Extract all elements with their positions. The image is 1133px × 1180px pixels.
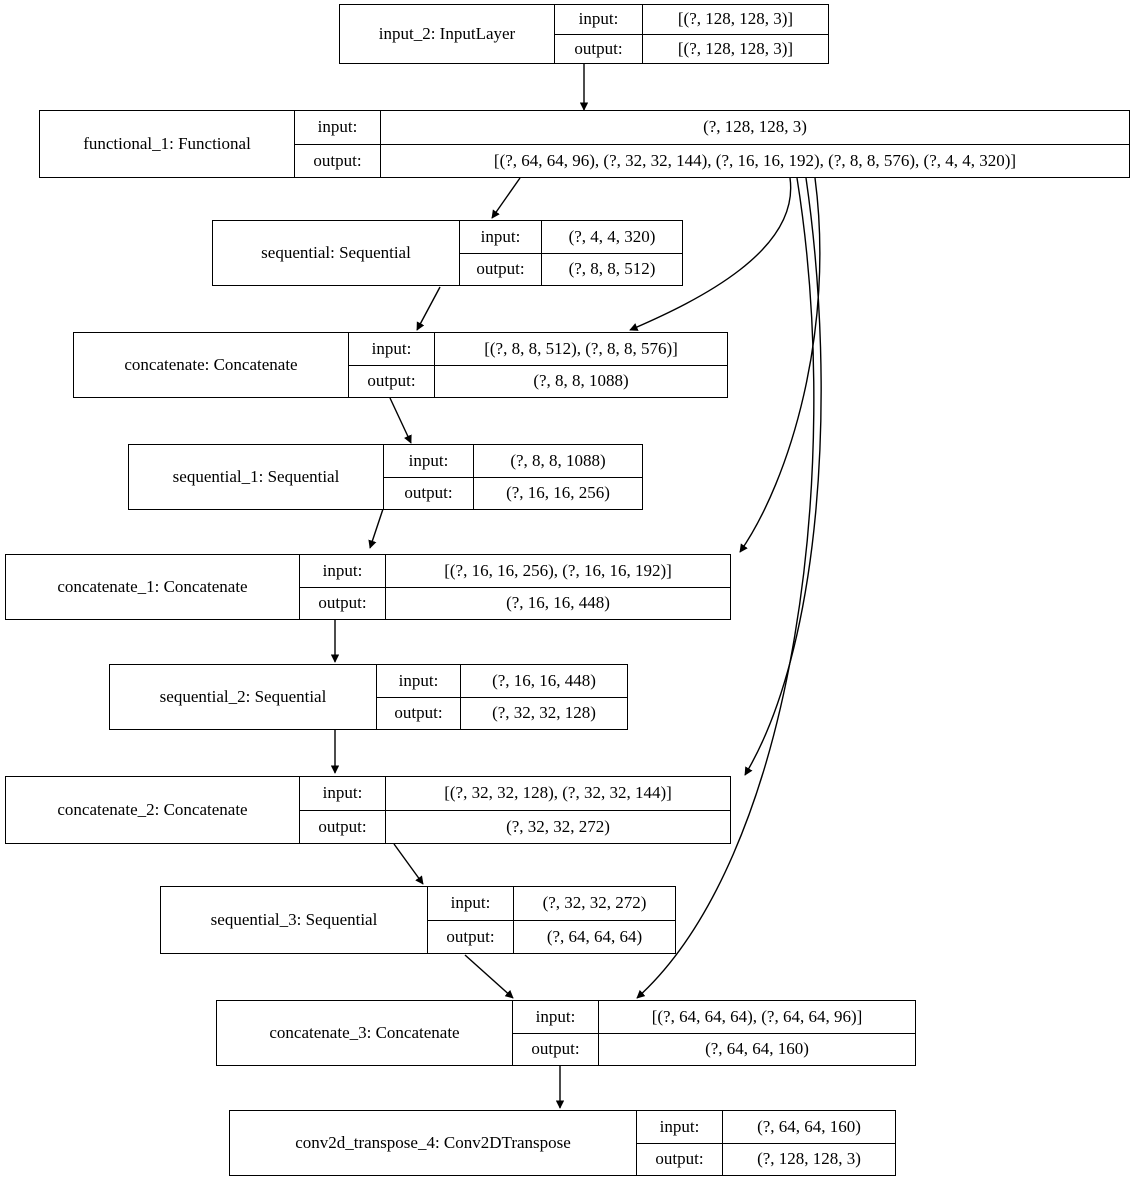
- node-output-label: output:: [513, 1034, 599, 1066]
- node-input-shape: [(?, 8, 8, 512), (?, 8, 8, 576)]: [484, 338, 678, 358]
- graph-node-functional_1[interactable]: [39, 110, 1130, 178]
- node-io: [299, 555, 730, 619]
- graph-node-concatenate_3[interactable]: [216, 1000, 916, 1066]
- node-io: [512, 1001, 915, 1065]
- node-label: conv2d_transpose_4: Conv2DTranspose: [295, 1133, 571, 1152]
- node-io: [427, 887, 675, 953]
- node-input-shape: (?, 16, 16, 448): [492, 670, 596, 690]
- node-label: input_2: InputLayer: [378, 24, 516, 43]
- node-output-label: output:: [555, 35, 643, 64]
- node-input-shape: (?, 64, 64, 160): [757, 1116, 861, 1136]
- node-input-label: input:: [555, 5, 643, 34]
- node-input-shape: (?, 32, 32, 272): [542, 893, 647, 913]
- node-io: [376, 665, 627, 729]
- node-io: [636, 1111, 895, 1175]
- node-input-label: input:: [384, 445, 474, 477]
- node-input-shape: [(?, 16, 16, 256), (?, 16, 16, 192)]: [444, 560, 672, 580]
- graph-node-sequential_1[interactable]: [128, 444, 643, 510]
- node-io: [383, 445, 642, 509]
- node-label: concatenate_2: Concatenate: [57, 800, 248, 819]
- node-output-label: output:: [300, 588, 386, 620]
- node-input-label: input:: [460, 221, 542, 253]
- graph-node-concatenate[interactable]: [73, 332, 728, 398]
- node-output-label: output:: [384, 478, 474, 510]
- node-input-label: input:: [300, 777, 386, 810]
- node-output-shape: (?, 16, 16, 448): [506, 593, 610, 613]
- node-io: [294, 111, 1129, 177]
- node-input-label: input:: [428, 887, 514, 920]
- graph-node-conv2d_transpose_4[interactable]: [229, 1110, 896, 1176]
- node-input-label: input:: [295, 111, 381, 144]
- node-output-label: output:: [460, 254, 542, 286]
- node-output-shape: (?, 128, 128, 3): [757, 1149, 861, 1169]
- node-label: concatenate_1: Concatenate: [57, 577, 248, 596]
- node-io: [459, 221, 682, 285]
- node-label: functional_1: Functional: [83, 134, 251, 153]
- node-input-shape: [(?, 32, 32, 128), (?, 32, 32, 144)]: [444, 783, 672, 803]
- node-input-label: input:: [349, 333, 435, 365]
- node-input-shape: [(?, 64, 64, 64), (?, 64, 64, 96)]: [651, 1006, 863, 1026]
- node-io: [348, 333, 727, 397]
- node-output-shape: (?, 64, 64, 160): [705, 1039, 809, 1059]
- node-output-shape: (?, 64, 64, 64): [546, 926, 643, 946]
- node-io: [554, 5, 828, 63]
- graph-node-concatenate_1[interactable]: [5, 554, 731, 620]
- graph-node-concatenate_2[interactable]: [5, 776, 731, 844]
- node-label: sequential_1: Sequential: [172, 467, 340, 486]
- node-io: [299, 777, 730, 843]
- node-output-shape: (?, 8, 8, 1088): [533, 371, 629, 391]
- node-input-shape: [(?, 128, 128, 3)]: [677, 9, 794, 29]
- graph-node-input_2[interactable]: [339, 4, 829, 64]
- node-output-label: output:: [637, 1144, 723, 1176]
- node-output-shape: (?, 8, 8, 512): [568, 259, 656, 279]
- node-label: sequential: Sequential: [261, 243, 411, 262]
- graph-node-sequential[interactable]: [212, 220, 683, 286]
- node-output-label: output:: [295, 145, 381, 178]
- node-output-shape: [(?, 64, 64, 96), (?, 32, 32, 144), (?, 16, 16, 192), (?, 8, 8, 576), (?, 4, 4, 320)]: [493, 150, 1017, 170]
- node-input-label: input:: [637, 1111, 723, 1143]
- node-output-shape: (?, 32, 32, 272): [506, 816, 610, 836]
- node-label: concatenate_3: Concatenate: [269, 1023, 460, 1042]
- node-output-shape: (?, 32, 32, 128): [492, 703, 596, 723]
- graph-node-sequential_2[interactable]: [109, 664, 628, 730]
- node-input-shape: (?, 4, 4, 320): [568, 226, 656, 246]
- node-input-label: input:: [513, 1001, 599, 1033]
- node-input-label: input:: [377, 665, 461, 697]
- node-input-shape: (?, 8, 8, 1088): [510, 450, 606, 470]
- graph-node-sequential_3[interactable]: [160, 886, 676, 954]
- node-output-shape: (?, 16, 16, 256): [506, 483, 610, 503]
- node-label: sequential_3: Sequential: [210, 910, 378, 929]
- node-output-label: output:: [300, 811, 386, 844]
- node-output-shape: [(?, 128, 128, 3)]: [677, 38, 794, 58]
- node-output-label: output:: [349, 366, 435, 398]
- node-label: sequential_2: Sequential: [159, 687, 327, 706]
- node-input-shape: (?, 128, 128, 3): [703, 117, 807, 137]
- node-label: concatenate: Concatenate: [124, 355, 298, 374]
- node-output-label: output:: [428, 921, 514, 954]
- node-input-label: input:: [300, 555, 386, 587]
- node-output-label: output:: [377, 698, 461, 730]
